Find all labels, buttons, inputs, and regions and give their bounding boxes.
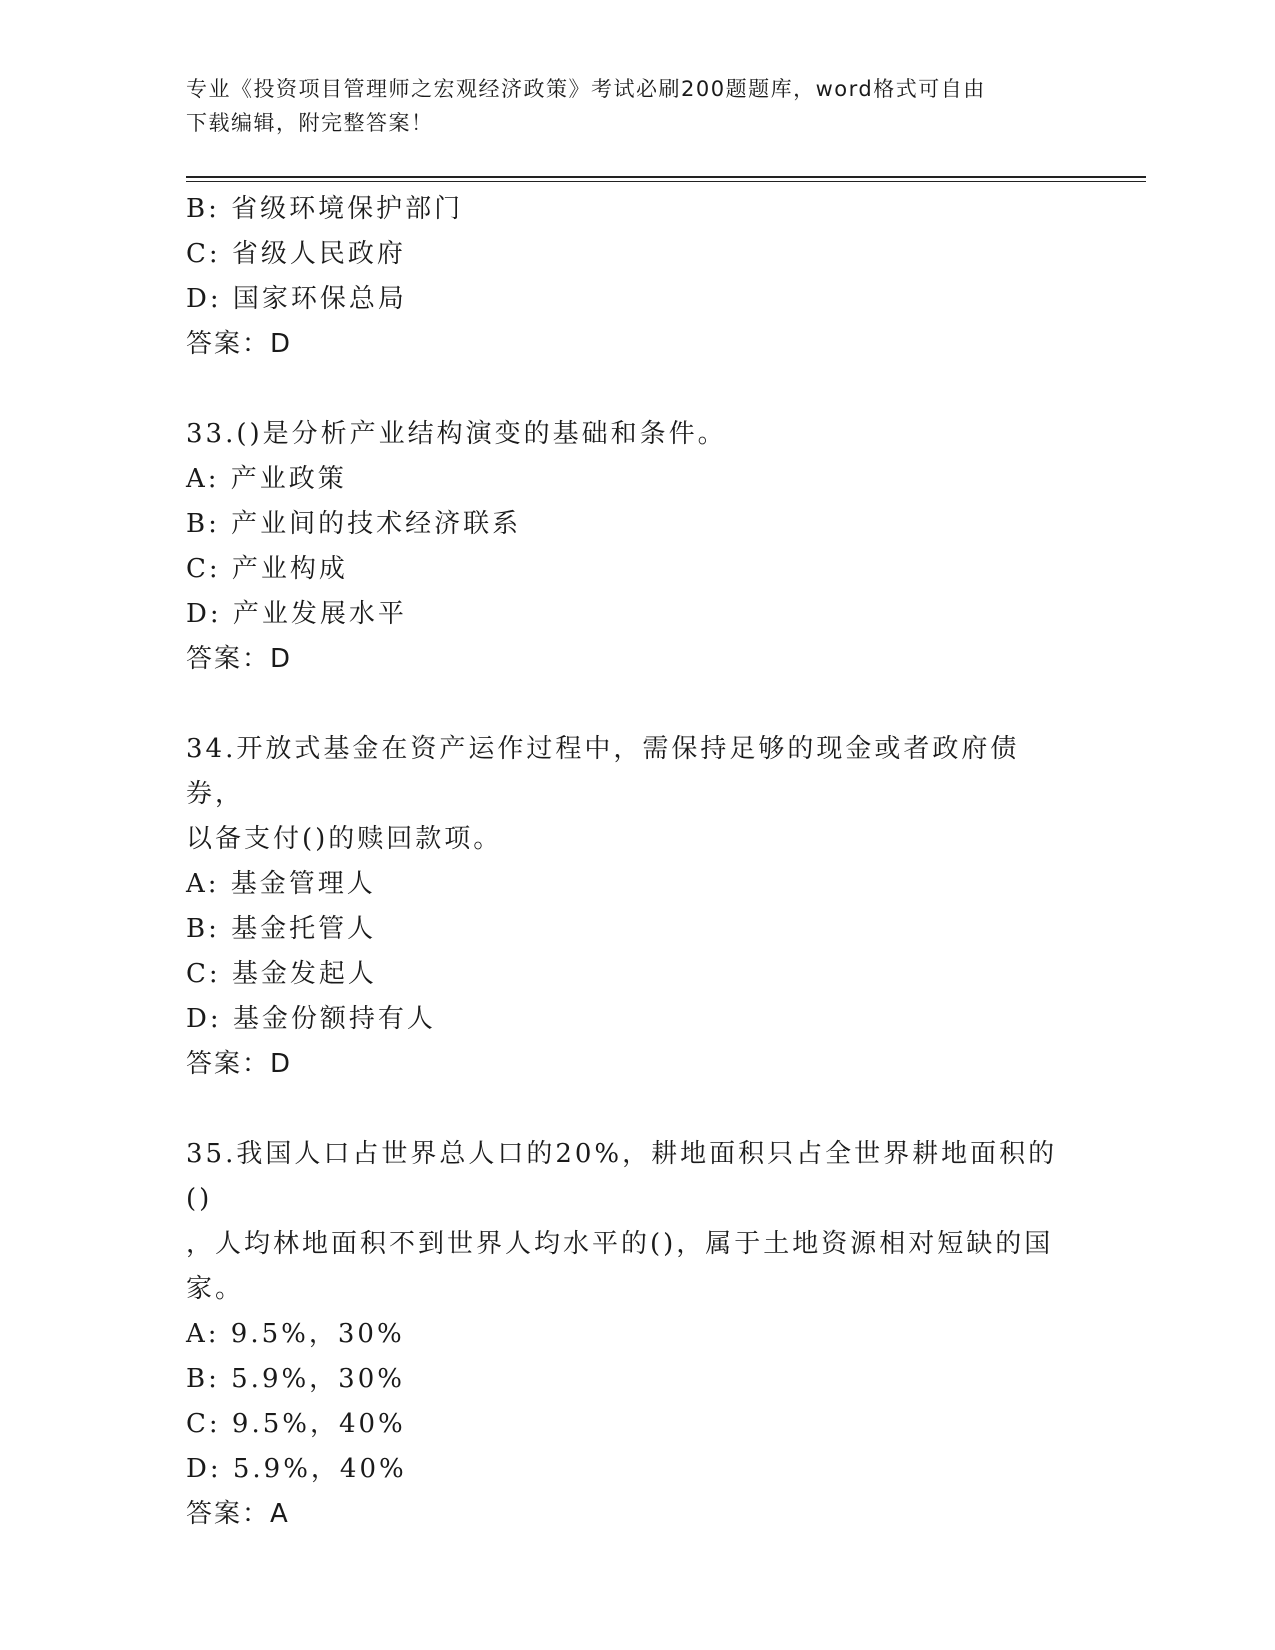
- option: D: 产业发展水平: [186, 599, 407, 629]
- header-line-2: 下载编辑，附完整答案！: [186, 111, 434, 135]
- option: B: 省级环境保护部门: [186, 194, 464, 224]
- question-stem: 34.开放式基金在资产运作过程中，需保持足够的现金或者政府债券，: [186, 734, 1020, 809]
- answer: 答案：A: [186, 1499, 290, 1529]
- document-body: [186, 187, 1066, 1537]
- question-34: [186, 727, 1066, 1087]
- option: C: 9.5%，40%: [186, 1409, 406, 1439]
- header-rule-thick: [186, 176, 1146, 178]
- option: B: 基金托管人: [186, 914, 377, 944]
- header-line-1: 专业《投资项目管理师之宏观经济政策》考试必刷200题题库，word格式可自由: [186, 77, 986, 101]
- question-35: [186, 1132, 1066, 1537]
- question-stem: 33.()是分析产业结构演变的基础和条件。: [186, 419, 727, 449]
- question-stem: 以备支付()的赎回款项。: [186, 824, 503, 854]
- answer: 答案：D: [186, 644, 293, 674]
- answer: 答案：D: [186, 329, 293, 359]
- answer: 答案：D: [186, 1049, 293, 1079]
- option: C: 产业构成: [186, 554, 348, 584]
- option: D: 5.9%，40%: [186, 1454, 407, 1484]
- option: A: 基金管理人: [186, 869, 376, 899]
- option: C: 基金发起人: [186, 959, 377, 989]
- question-32-continued: [186, 187, 1066, 367]
- question-33: [186, 412, 1066, 682]
- option: A: 9.5%，30%: [186, 1319, 405, 1349]
- option: D: 基金份额持有人: [186, 1004, 436, 1034]
- header-rule-thin: [186, 181, 1146, 182]
- option: B: 5.9%，30%: [186, 1364, 405, 1394]
- option: B: 产业间的技术经济联系: [186, 509, 522, 539]
- option: A: 产业政策: [186, 464, 347, 494]
- option: C: 省级人民政府: [186, 239, 406, 269]
- option: D: 国家环保总局: [186, 284, 407, 314]
- question-stem: 家。: [186, 1274, 245, 1304]
- question-stem: ，人均林地面积不到世界人均水平的()，属于土地资源相对短缺的国: [186, 1229, 1054, 1259]
- document-header: [186, 72, 1066, 140]
- question-stem: 35.我国人口占世界总人口的20%，耕地面积只占全世界耕地面积的(): [186, 1139, 1058, 1214]
